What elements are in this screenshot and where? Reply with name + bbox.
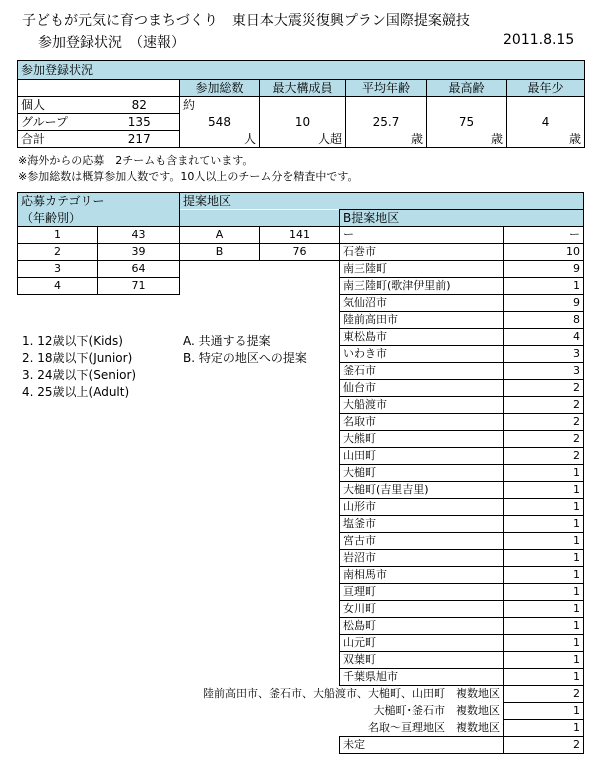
youngest-value: 4 [507, 114, 585, 131]
table-row [18, 703, 584, 720]
b-area-count: 3 [504, 346, 584, 363]
category-id: 4 [18, 278, 98, 295]
area-id: B [180, 244, 260, 261]
b-area-name: 石巻市 [340, 244, 504, 261]
b-area-count: 2 [504, 414, 584, 431]
status-row-individual [18, 97, 585, 114]
table-row [18, 567, 584, 584]
table-row [18, 533, 584, 550]
b-area-name: 大槌町(吉里吉里) [340, 482, 504, 499]
status-row-total [18, 131, 585, 148]
category-id: 1 [18, 227, 98, 244]
category-area-table [17, 192, 584, 754]
table-row [18, 414, 584, 431]
col-youngest: 最年少 [507, 80, 585, 97]
row-label-individual: 個人 [18, 97, 100, 114]
status-section-row [18, 61, 585, 80]
category-header-row-2 [18, 210, 584, 227]
table-row [18, 482, 584, 499]
report-date: 2011.8.15 [503, 32, 575, 48]
b-area-name: 宮古市 [340, 533, 504, 550]
category-count: 71 [98, 278, 180, 295]
b-area-count: 3 [504, 363, 584, 380]
b-area-name: 南三陸町(歌津伊里前) [340, 278, 504, 295]
b-area-name: 陸前高田市 [340, 312, 504, 329]
oldest-unit: 歳 [427, 131, 507, 148]
table-row [18, 312, 584, 329]
table-row [18, 618, 584, 635]
b-area-name: 山形市 [340, 499, 504, 516]
b-area-count: 1 [504, 499, 584, 516]
col-avg-age: 平均年齢 [346, 80, 427, 97]
legend-item: 3. 24歳以下(Senior) [22, 368, 137, 382]
b-area-name: 東松島市 [340, 329, 504, 346]
b-area-count: 1 [504, 652, 584, 669]
b-area-count: ー [504, 227, 584, 244]
legend-item: 1. 12歳以下(Kids) [22, 334, 123, 348]
b-area-count: 1 [504, 278, 584, 295]
b-area-count: 1 [504, 635, 584, 652]
table-row [18, 261, 584, 278]
status-header-row [18, 80, 585, 97]
b-area-count: 1 [504, 533, 584, 550]
b-area-name: 南相馬市 [340, 567, 504, 584]
oldest-value: 75 [427, 114, 507, 131]
table-row [18, 635, 584, 652]
row-label-group: グループ [18, 114, 100, 131]
table-row [18, 448, 584, 465]
b-area-count: 2 [504, 380, 584, 397]
b-area-count: 2 [504, 397, 584, 414]
b-area-name: 山元町 [340, 635, 504, 652]
table-row [18, 227, 584, 244]
legend-item: 2. 18歳以下(Junior) [22, 351, 133, 365]
b-area-count: 1 [504, 584, 584, 601]
page-title: 子どもが元気に育つまちづくり 東日本大震災復興プラン国際提案競技 [22, 13, 470, 29]
b-area-name: 千葉県旭市 [340, 669, 504, 686]
table-row [18, 465, 584, 482]
row-value-total: 217 [100, 131, 180, 148]
b-area-name: 塩釜市 [340, 516, 504, 533]
b-area-name: 名取市 [340, 414, 504, 431]
table-row [18, 278, 584, 295]
b-area-name: 大槌町 [340, 465, 504, 482]
total-unit: 人 [180, 131, 260, 148]
max-members-value: 10 [260, 114, 346, 131]
b-area-name: 気仙沼市 [340, 295, 504, 312]
col-max-members: 最大構成員 [260, 80, 346, 97]
row-value-individual: 82 [100, 97, 180, 114]
youngest-unit: 歳 [507, 131, 585, 148]
b-area-name: 亘理町 [340, 584, 504, 601]
table-row [18, 601, 584, 618]
legend-item: A. 共通する提案 [183, 334, 271, 348]
table-row [18, 431, 584, 448]
b-area-count: 1 [504, 550, 584, 567]
area-count: 76 [260, 244, 340, 261]
category-count: 64 [98, 261, 180, 278]
multi-district-count: 1 [504, 720, 584, 737]
b-area-name: 大熊町 [340, 431, 504, 448]
area-id: A [180, 227, 260, 244]
multi-district-name: 陸前高田市、釜石市、大船渡市、大槌町、山田町 複数地区 [203, 687, 500, 701]
b-area-count: 8 [504, 312, 584, 329]
b-area-name: 山田町 [340, 448, 504, 465]
b-area-name: 双葉町 [340, 652, 504, 669]
b-area-count: 1 [504, 482, 584, 499]
b-area-count: 4 [504, 329, 584, 346]
table-row [18, 244, 584, 261]
table-row [18, 550, 584, 567]
area-legend [183, 333, 307, 367]
b-area-name: 大船渡市 [340, 397, 504, 414]
category-count: 43 [98, 227, 180, 244]
table-row [18, 499, 584, 516]
b-area-name: 釜石市 [340, 363, 504, 380]
category-header: 応募カテゴリー [18, 193, 180, 210]
table-row [18, 720, 584, 737]
undecided-name: 未定 [340, 737, 504, 754]
status-row-group [18, 114, 585, 131]
b-area-count: 10 [504, 244, 584, 261]
table-row [18, 295, 584, 312]
b-area-count: 2 [504, 431, 584, 448]
category-id: 3 [18, 261, 98, 278]
table-row [18, 516, 584, 533]
page-subtitle: 参加登録状況 （速報） [38, 35, 185, 51]
category-header-row-1 [18, 193, 584, 210]
multi-district-count: 2 [504, 686, 584, 703]
b-area-count: 1 [504, 465, 584, 482]
total-prefix: 約 [180, 97, 260, 114]
category-count: 39 [98, 244, 180, 261]
table-row [18, 737, 584, 754]
avg-age-unit: 歳 [346, 131, 427, 148]
b-area-name: 仙台市 [340, 380, 504, 397]
b-area-name: 松島町 [340, 618, 504, 635]
undecided-count: 2 [504, 737, 584, 754]
multi-district-count: 1 [504, 703, 584, 720]
note-overseas: ※海外からの応募 2チームも含まれています。 [18, 154, 254, 167]
b-area-header: B提案地区 [340, 210, 584, 227]
legend-item: 4. 25歳以上(Adult) [22, 385, 130, 399]
category-id: 2 [18, 244, 98, 261]
table-row [18, 652, 584, 669]
status-section-label: 参加登録状況 [18, 61, 585, 80]
b-area-name: 岩沼市 [340, 550, 504, 567]
b-area-count: 9 [504, 261, 584, 278]
row-value-group: 135 [100, 114, 180, 131]
b-area-count: 1 [504, 601, 584, 618]
b-area-name: いわき市 [340, 346, 504, 363]
legend-item: B. 特定の地区への提案 [183, 351, 307, 365]
col-total-participants: 参加総数 [180, 80, 260, 97]
total-value: 548 [180, 114, 260, 131]
b-area-count: 9 [504, 295, 584, 312]
table-row [18, 686, 584, 703]
b-area-name: 南三陸町 [340, 261, 504, 278]
multi-district-name: 大槌町･釜石市 複数地区 [373, 704, 500, 717]
b-area-name: 女川町 [340, 601, 504, 618]
table-row [18, 669, 584, 686]
b-area-count: 1 [504, 618, 584, 635]
b-area-name: ー [340, 227, 504, 244]
multi-district-name: 名取～亘理地区 複数地区 [368, 720, 500, 734]
area-count: 141 [260, 227, 340, 244]
b-area-count: 1 [504, 669, 584, 686]
category-subheader: （年齢別） [18, 210, 180, 227]
category-legend [22, 333, 136, 401]
registration-status-table [17, 60, 585, 148]
avg-age-value: 25.7 [346, 114, 427, 131]
b-area-count: 1 [504, 516, 584, 533]
note-estimate: ※参加総数は概算参加人数です。10人以上のチーム分を精査中です。 [18, 170, 359, 183]
b-area-count: 1 [504, 567, 584, 584]
proposal-area-header: 提案地区 [180, 193, 584, 210]
b-area-count: 2 [504, 448, 584, 465]
table-row [18, 584, 584, 601]
max-members-unit: 人超 [260, 131, 346, 148]
row-label-total: 合計 [18, 131, 100, 148]
col-oldest: 最高齢 [427, 80, 507, 97]
